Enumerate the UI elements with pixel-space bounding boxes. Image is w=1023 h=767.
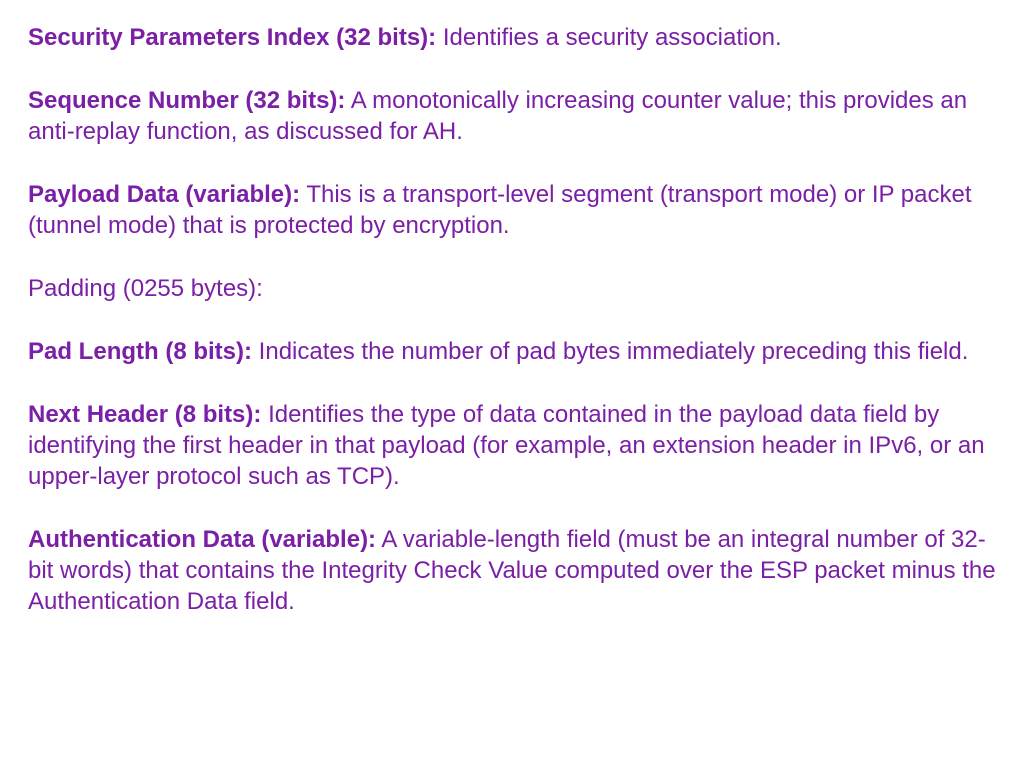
field-description: This is a transport-level segment (transport mode) or IP packet (tunnel mode) that is protected by encryption. xyxy=(28,181,972,239)
field-description: A variable-length field (must be an integral number of 32-bit words) that contains the Integrity Check Value computed over the ESP packet minus the Authentication Data field. xyxy=(28,526,996,615)
field-padding xyxy=(28,273,1003,304)
field-term: Payload Data (variable): xyxy=(28,181,301,208)
field-description: Indicates the number of pad bytes immediately preceding this field. xyxy=(258,338,969,365)
field-next-header xyxy=(28,399,1003,492)
field-authentication-data xyxy=(28,524,1003,617)
field-term: Pad Length (8 bits): xyxy=(28,338,252,365)
slide-body xyxy=(28,22,1003,649)
field-term: Sequence Number (32 bits): xyxy=(28,87,346,114)
field-pad-length xyxy=(28,336,1003,367)
field-security-parameters-index xyxy=(28,22,1003,53)
field-sequence-number xyxy=(28,85,1003,147)
field-term: Next Header (8 bits): xyxy=(28,401,262,428)
field-description: Identifies a security association. xyxy=(442,24,782,51)
field-payload-data xyxy=(28,179,1003,241)
field-description: Identifies the type of data contained in the payload data field by identifying the first header in that payload (for example, an extension header in IPv6, or an upper-layer protocol such as TCP). xyxy=(28,401,985,490)
field-term: Authentication Data (variable): xyxy=(28,526,377,553)
field-description: A monotonically increasing counter value; this provides an anti-replay function, as discussed for AH. xyxy=(28,87,968,145)
field-description: Padding (0255 bytes): xyxy=(28,275,263,302)
field-term: Security Parameters Index (32 bits): xyxy=(28,24,437,51)
